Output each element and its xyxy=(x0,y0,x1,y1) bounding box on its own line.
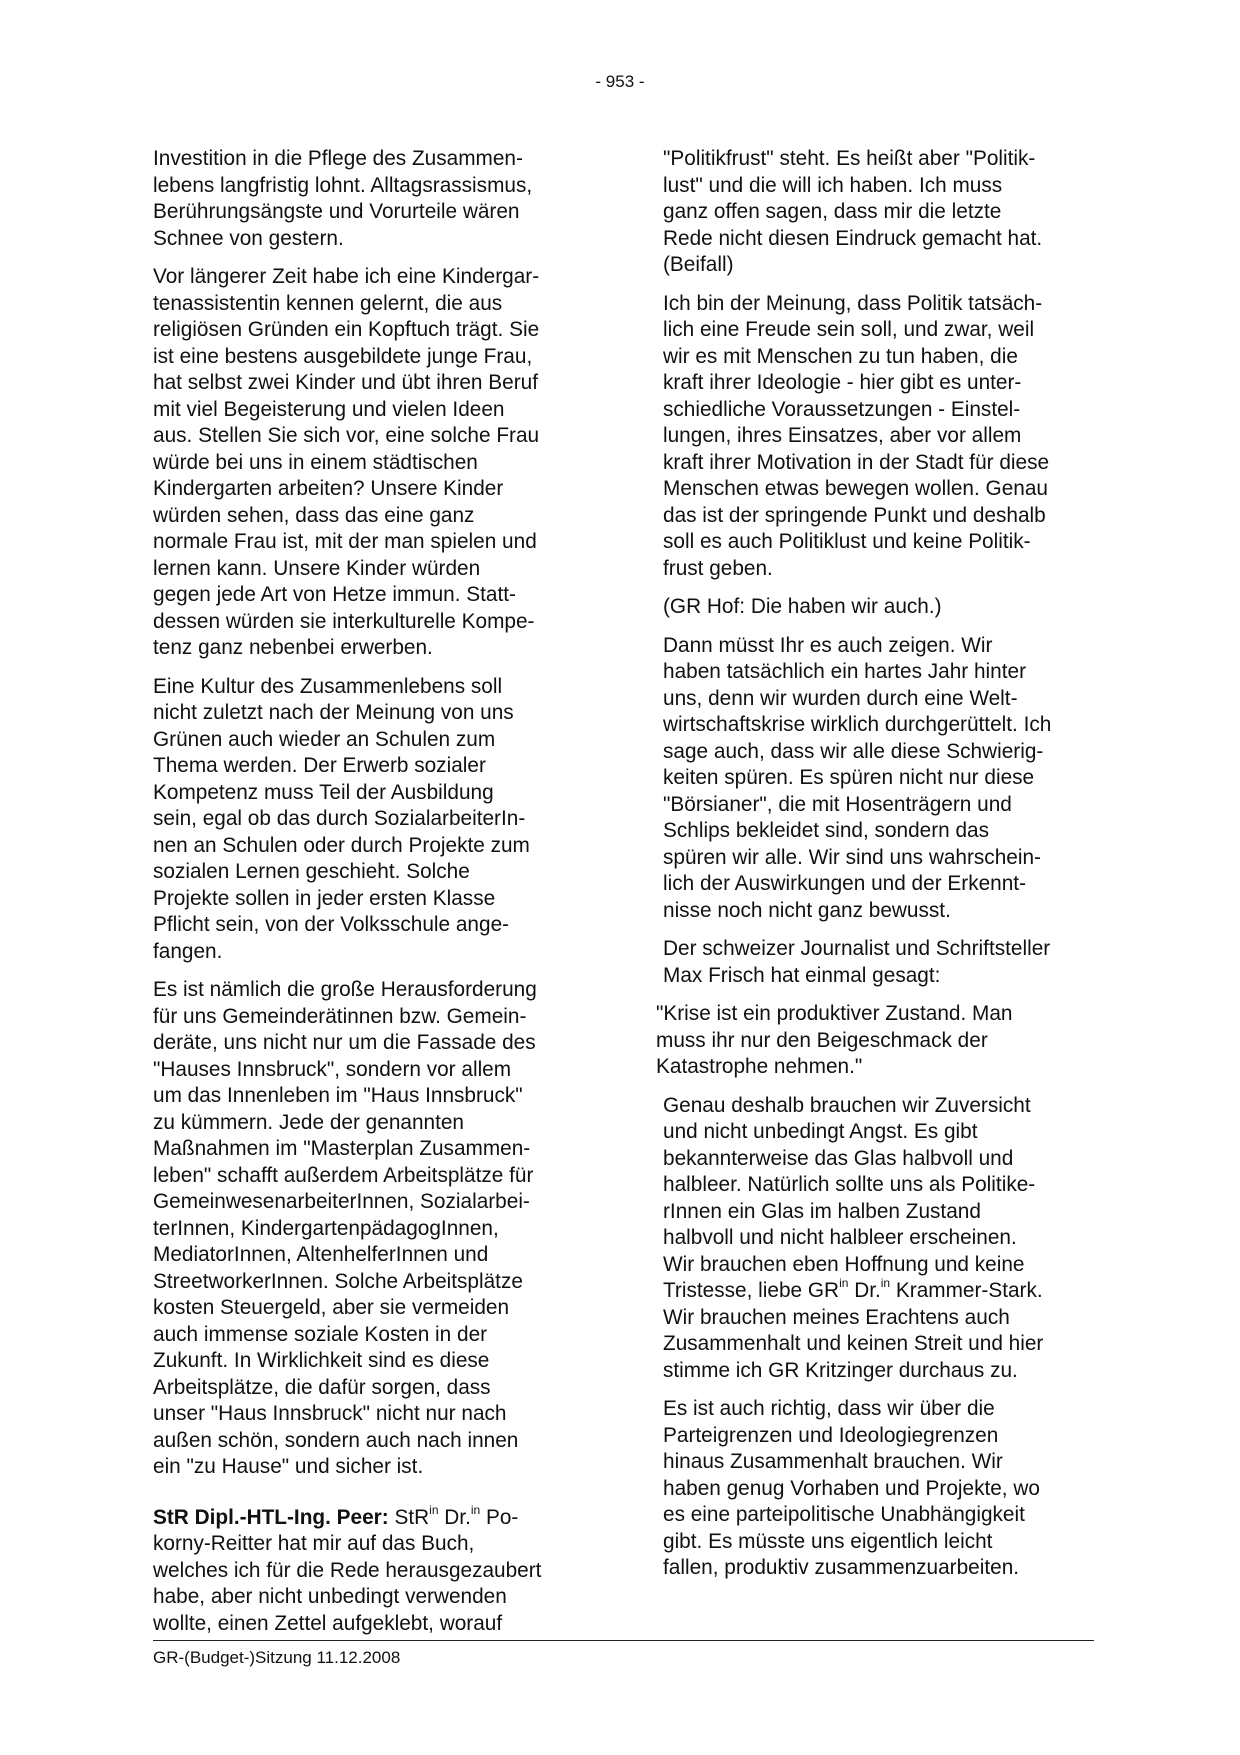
text-line: rInnen ein Glas im halben Zustand xyxy=(663,1199,981,1223)
text-line: wir es mit Menschen zu tun haben, die xyxy=(663,344,1018,368)
text-line: Projekte sollen in jeder ersten Klasse xyxy=(153,886,496,910)
text-line: es eine parteipolitische Unabhängigkeit xyxy=(663,1503,1025,1526)
text-line: lernen kann. Unsere Kinder würden xyxy=(153,556,481,580)
text-line: Ich bin der Meinung, dass Politik tatsäch- xyxy=(663,291,1043,315)
paragraph xyxy=(153,146,593,252)
text-line: tenassistentin kennen gelernt, die aus xyxy=(153,291,503,315)
text-line: nicht zuletzt nach der Meinung von uns xyxy=(153,701,514,724)
page-number: - 953 - xyxy=(595,72,645,91)
superscript: in xyxy=(429,1502,439,1517)
text-line: ganz offen sagen, dass mir die letzte xyxy=(663,200,1002,223)
text-line: fangen. xyxy=(153,939,223,963)
text-line: soll es auch Politiklust und keine Politik- xyxy=(663,530,1031,553)
text-line: muss ihr nur den Beigeschmack der xyxy=(656,1028,988,1052)
text-line: Menschen etwas bewegen wollen. Genau xyxy=(663,477,1048,500)
superscript: in xyxy=(880,1276,891,1291)
text-line: deräte, uns nicht nur um die Fassade des xyxy=(153,1031,536,1054)
text-line: spüren wir alle. Wir sind uns wahrschein- xyxy=(663,845,1041,869)
text-line: tenz ganz nebenbei erwerben. xyxy=(153,636,433,659)
paragraph xyxy=(663,291,1108,583)
text-line: (GR Hof: Die haben wir auch.) xyxy=(663,595,942,618)
speaker-title: Dr. xyxy=(444,1505,471,1529)
text-line: bekannterweise das Glas halbvoll und xyxy=(663,1146,1014,1170)
text-line: lust" und die will ich haben. Ich muss xyxy=(663,173,1003,197)
text-line: keiten spüren. Es spüren nicht nur diese xyxy=(663,766,1035,789)
text-line: normale Frau ist, mit der man spielen und xyxy=(153,530,537,553)
text-line: sozialen Lernen geschieht. Solche xyxy=(153,860,470,883)
text-line: Arbeitsplätze, die dafür sorgen, dass xyxy=(153,1375,491,1399)
text-line: fallen, produktiv zusammenzuarbeiten. xyxy=(663,1556,1020,1579)
text-line: aus. Stellen Sie sich vor, eine solche Frau xyxy=(153,424,540,447)
text-line: Vor längerer Zeit habe ich eine Kindergar- xyxy=(153,265,540,288)
text-line: haben tatsächlich ein hartes Jahr hinter xyxy=(663,660,1027,683)
text-line: religiösen Gründen ein Kopftuch trägt. Sie xyxy=(153,318,540,341)
paragraph xyxy=(663,1396,1108,1582)
superscript: in xyxy=(470,1502,481,1517)
text-line: Es ist auch richtig, dass wir über die xyxy=(663,1397,995,1420)
text-line: Parteigrenzen und Ideologiegrenzen xyxy=(663,1423,999,1447)
text-line: welches ich für die Rede herausgezaubert xyxy=(153,1558,542,1582)
footer-text: GR-(Budget-)Sitzung 11.12.2008 xyxy=(153,1648,401,1667)
text-line: nen an Schulen oder durch Projekte zum xyxy=(153,833,530,857)
text-line: Der schweizer Journalist und Schriftsteller xyxy=(663,937,1051,960)
right-column xyxy=(656,146,1108,1594)
text-line: das ist der springende Punkt und deshalb xyxy=(663,503,1046,527)
speaker-name: StR Dipl.-HTL-Ing. Peer: xyxy=(153,1505,389,1529)
text-line: Kindergarten arbeiten? Unsere Kinder xyxy=(153,477,504,500)
text-line: halbvoll und nicht halbleer erscheinen. xyxy=(663,1226,1017,1249)
text-fragment: Krammer-Stark. xyxy=(895,1279,1043,1302)
text-line: zu kümmern. Jede der genannten xyxy=(153,1110,464,1134)
text-line: hat selbst zwei Kinder und übt ihren Beruf xyxy=(153,371,538,394)
text-line: "Börsianer", die mit Hosenträgern und xyxy=(663,792,1012,816)
text-line: GemeinwesenarbeiterInnen, Sozialarbei- xyxy=(153,1190,530,1213)
text-line: sage auch, dass wir alle diese Schwierig- xyxy=(663,739,1044,763)
text-line: ist eine bestens ausgebildete junge Frau, xyxy=(153,344,533,368)
text-line: frust geben. xyxy=(663,556,773,580)
text-line: ein "zu Hause" und sicher ist. xyxy=(153,1455,424,1478)
text-line: haben genug Vorhaben und Projekte, wo xyxy=(663,1476,1040,1500)
text-line: lebens langfristig lohnt. Alltagsrassismus, xyxy=(153,173,533,197)
text-line: für uns Gemeinderätinnen bzw. Gemein- xyxy=(153,1004,527,1028)
left-column xyxy=(153,146,593,1649)
text-line: Wir brauchen meines Erachtens auch xyxy=(663,1305,1010,1329)
text-line: korny-Reitter hat mir auf das Buch, xyxy=(153,1532,475,1555)
text-line: Wir brauchen eben Hoffnung und keine xyxy=(663,1252,1025,1276)
text-fragment: Tristesse, liebe GR xyxy=(663,1279,840,1302)
text-line: Thema werden. Der Erwerb sozialer xyxy=(153,754,486,777)
text-line: nisse noch nicht ganz bewusst. xyxy=(663,898,951,922)
text-line: würden sehen, dass das eine ganz xyxy=(153,503,475,527)
text-line: schiedliche Voraussetzungen - Einstel- xyxy=(663,397,1021,421)
text-line: lich der Auswirkungen und der Erkennt- xyxy=(663,872,1026,895)
paragraph xyxy=(153,264,593,662)
text-line: wollte, einen Zettel aufgeklebt, worauf xyxy=(153,1611,503,1635)
text-line: terInnen, KindergartenpädagogInnen, xyxy=(153,1216,499,1240)
text-line: sein, egal ob das durch SozialarbeiterIn- xyxy=(153,807,526,830)
text-line: hinaus Zusammenhalt brauchen. Wir xyxy=(663,1450,1003,1473)
text-line: Eine Kultur des Zusammenlebens soll xyxy=(153,674,503,698)
text-line: gegen jede Art von Hetze immun. Statt- xyxy=(153,583,516,606)
text-line: (Beifall) xyxy=(663,253,734,276)
text-line: mit viel Begeisterung und vielen Ideen xyxy=(153,397,505,421)
text-line: "Politikfrust" steht. Es heißt aber "Politik- xyxy=(663,147,1036,170)
text-line: auch immense soziale Kosten in der xyxy=(153,1322,488,1346)
text-line: Max Frisch hat einmal gesagt: xyxy=(663,963,941,987)
text-line: lungen, ihres Einsatzes, aber vor allem xyxy=(663,424,1022,447)
text-fragment: Dr. xyxy=(854,1279,881,1302)
text-line: StreetworkerInnen. Solche Arbeitsplätze xyxy=(153,1269,523,1293)
speaker-paragraph xyxy=(153,1502,593,1638)
text-line: kraft ihrer Ideologie - hier gibt es unter- xyxy=(663,371,1022,394)
text-line xyxy=(153,1502,593,1532)
paragraph xyxy=(663,633,1108,925)
text-line: uns, denn wir wurden durch eine Welt- xyxy=(663,686,1018,710)
text-line: unser "Haus Innsbruck" nicht nur nach xyxy=(153,1402,507,1425)
text-line: "Krise ist ein produktiver Zustand. Man xyxy=(656,1002,1013,1025)
text-line: wirtschaftskrise wirklich durchgerüttelt. Ich xyxy=(663,713,1052,736)
speaker-title: StR xyxy=(394,1505,430,1529)
text-fragment: Po- xyxy=(485,1505,519,1529)
text-line: "Hauses Innsbruck", sondern vor allem xyxy=(153,1057,512,1081)
text-line: Katastrophe nehmen." xyxy=(656,1055,863,1078)
text-line: Zukunft. In Wirklichkeit sind es diese xyxy=(153,1349,490,1372)
text-line: halbleer. Natürlich sollte uns als Politike- xyxy=(663,1173,1036,1196)
text-line: Zusammenhalt und keinen Streit und hier xyxy=(663,1332,1044,1355)
text-line: um das Innenleben im "Haus Innsbruck" xyxy=(153,1084,523,1107)
text-line: Pflicht sein, von der Volksschule ange- xyxy=(153,913,510,936)
paragraph xyxy=(663,146,1108,279)
paragraph xyxy=(663,1093,1108,1385)
text-line: dessen würden sie interkulturelle Kompe- xyxy=(153,609,535,633)
text-line: Maßnahmen im "Masterplan Zusammen- xyxy=(153,1137,531,1160)
text-line: stimme ich GR Kritzinger durchaus zu. xyxy=(663,1358,1018,1382)
text-line: Grünen auch wieder an Schulen zum xyxy=(153,727,496,751)
superscript: in xyxy=(839,1276,849,1291)
text-line: gibt. Es müsste uns eigentlich leicht xyxy=(663,1529,993,1553)
text-line: kosten Steuergeld, aber sie vermeiden xyxy=(153,1296,510,1319)
text-line: lich eine Freude sein soll, und zwar, weil xyxy=(663,318,1035,341)
text-line: Schnee von gestern. xyxy=(153,226,344,250)
text-line: Es ist nämlich die große Herausforderung xyxy=(153,978,537,1001)
text-line: Kompetenz muss Teil der Ausbildung xyxy=(153,780,494,804)
text-line: und nicht unbedingt Angst. Es gibt xyxy=(663,1120,978,1143)
text-line: MediatorInnen, AltenhelferInnen und xyxy=(153,1243,489,1266)
text-line xyxy=(663,1278,1108,1305)
interjection xyxy=(663,594,1108,621)
quote xyxy=(656,1001,1108,1081)
text-line: Berührungsängste und Vorurteile wären xyxy=(153,200,520,223)
text-line: Genau deshalb brauchen wir Zuversicht xyxy=(663,1093,1031,1117)
text-line: außen schön, sondern auch nach innen xyxy=(153,1428,519,1452)
text-line: Investition in die Pflege des Zusammen- xyxy=(153,147,523,170)
footer-rule xyxy=(153,1640,1094,1641)
paragraph xyxy=(663,936,1108,989)
text-line: würde bei uns in einem städtischen xyxy=(153,450,478,474)
text-line: Rede nicht diesen Eindruck gemacht hat. xyxy=(663,226,1043,250)
text-line: habe, aber nicht unbedingt verwenden xyxy=(153,1585,507,1608)
paragraph xyxy=(153,674,593,966)
text-line: leben" schafft außerdem Arbeitsplätze für xyxy=(153,1163,534,1187)
text-line: Schlips bekleidet sind, sondern das xyxy=(663,819,990,842)
text-line: Dann müsst Ihr es auch zeigen. Wir xyxy=(663,633,993,657)
paragraph xyxy=(153,977,593,1481)
text-line: kraft ihrer Motivation in der Stadt für diese xyxy=(663,450,1050,474)
